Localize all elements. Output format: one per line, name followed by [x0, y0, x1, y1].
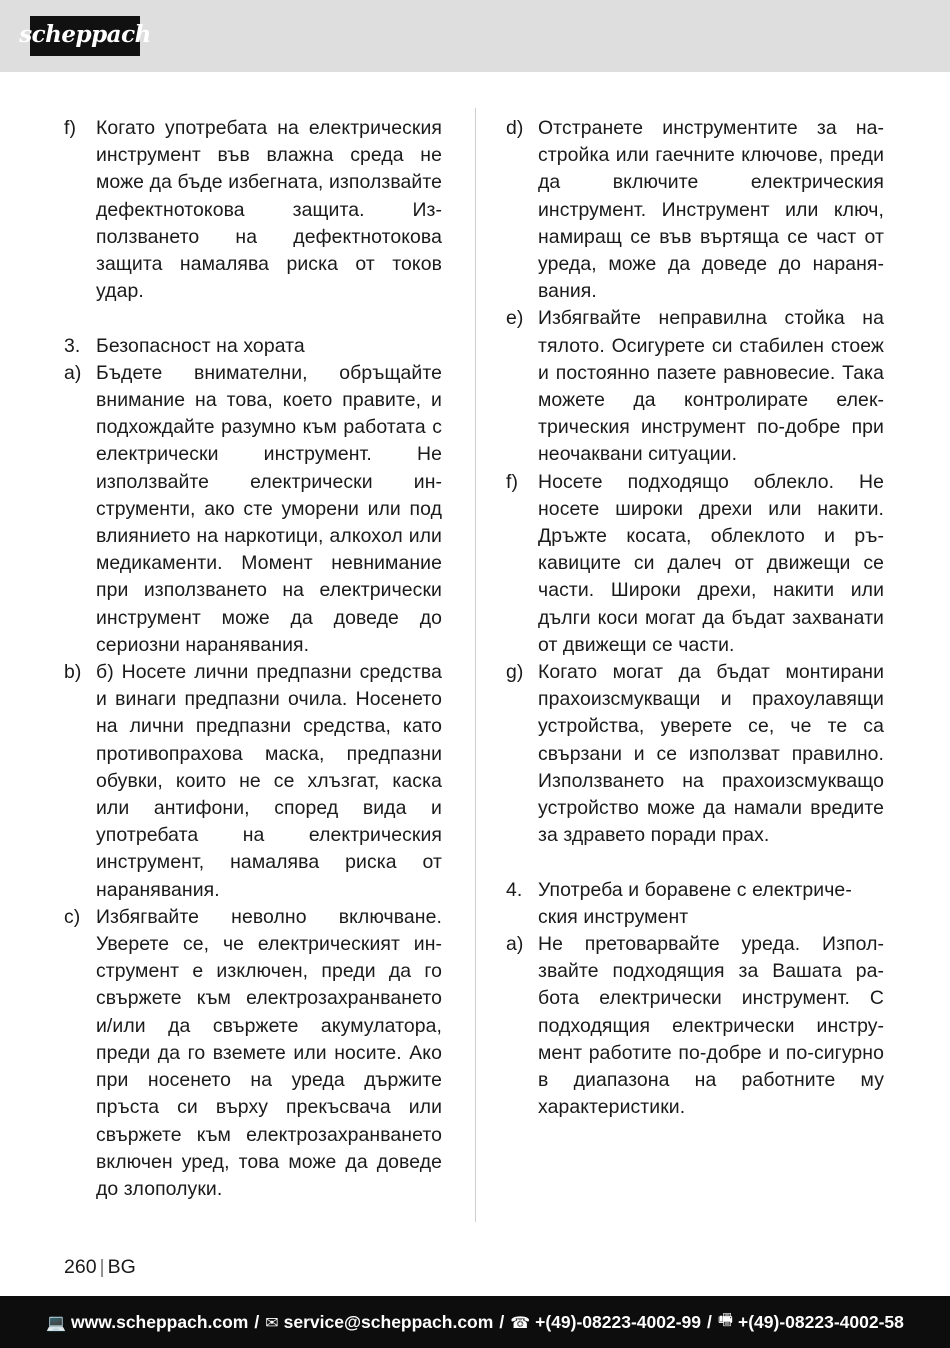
page-number	[64, 1254, 136, 1281]
section-number: 3.	[64, 334, 81, 357]
item-label: b)	[64, 661, 82, 684]
computer-icon: 💻	[46, 1312, 67, 1332]
left-column	[64, 115, 442, 1203]
item-label: c)	[64, 905, 81, 928]
item-label: f)	[64, 117, 77, 139]
footer-separator: /	[499, 1311, 505, 1332]
email-link[interactable]: service@scheppach.com	[283, 1311, 494, 1332]
item-label: e)	[506, 307, 524, 330]
item-text: Отстранете инструментите за настройка или гаечните ключове, преди да включите електрическия инструмент. Инструмент или ключ, намиращ се във въртяща се част от уреда, може да доведе до наранявания.	[538, 117, 884, 303]
list-item-c	[64, 904, 442, 1203]
list-item-d	[506, 115, 884, 305]
spacer	[64, 305, 442, 332]
item-label: f)	[506, 470, 519, 493]
list-item-e	[506, 305, 884, 468]
right-column	[506, 115, 884, 1122]
spacer	[506, 849, 884, 876]
page-separator: |	[99, 1256, 105, 1278]
item-label: a)	[506, 933, 524, 956]
fax-icon: 🖷	[717, 1309, 733, 1329]
item-label: d)	[506, 117, 524, 139]
fax-number: +(49)-08223-4002-58	[738, 1311, 904, 1332]
list-item-b	[64, 659, 442, 904]
item-text: Когато употребата на електрическия инструмент във влажна среда не може да бъде избегната, използвайте дефектнотокова защита. Използването на дефектнотокова защита намалява риска от токов удар.	[96, 117, 442, 303]
footer-separator: /	[707, 1311, 712, 1332]
section-title: Безопасност на хората	[96, 334, 305, 357]
phone-number: +(49)-08223-4002-99	[535, 1311, 702, 1332]
list-item-f	[506, 469, 884, 659]
item-text: б) Носете лични предпазни средства и винаги предпазни очила. Носенето на лични предпазни средства, като противопрахова маска, предпазни обувки, които не се хлъзгат, каска или антифони, според вида и употребата на електрическия инструмент, намалява риска от наранявания.	[96, 661, 442, 901]
page-number-value: 260	[64, 1256, 97, 1278]
section-heading-4	[506, 877, 884, 931]
language-code: BG	[107, 1256, 136, 1278]
footer-separator: /	[254, 1311, 260, 1332]
item-label: g)	[506, 661, 524, 684]
header-band	[0, 0, 950, 72]
website-link[interactable]: www.scheppach.com	[71, 1311, 249, 1332]
list-item-g	[506, 659, 884, 849]
section-number: 4.	[506, 878, 523, 901]
list-item-a	[506, 931, 884, 1121]
item-text: Когато могат да бъдат монтирани прахоизсмукващи и прахоулавящи устройства, уверете се, че те са свързани и се използват правилно. Използването на прахоизсмукващо устройство може да намали вредите за здравето поради прах.	[538, 661, 884, 847]
footer-contact-bar	[0, 1296, 950, 1348]
item-text: Не претоварвайте уреда. Използвайте подходящия за Вашата работа електрически инструмент. С подходящия електрически инструмент работите по-добре и по-сигурно в диапазона на работните му характеристики.	[538, 933, 884, 1119]
section-heading-3	[64, 333, 442, 360]
item-text: Избягвайте неправилна стойка на тялото. Осигурете си стабилен стоеж и постоянно пазете равновесие. Така можете да контролирате електрическия инструмент по-добре при неочаквани ситуации.	[538, 307, 884, 466]
scheppach-logo: scheppach	[30, 16, 140, 56]
item-text: Бъдете внимателни, обръщайте внимание на това, което правите, и подхождайте разумно към работата с електрически инструмент. Не използвайте електрически инструменти, ако сте уморени или под влиянието на наркотици, алкохол или медикаменти. Момент невнимание при използването на електрически инструмент може да доведе до сериозни наранявания.	[96, 361, 442, 656]
column-divider	[475, 108, 476, 1222]
email-icon: ✉	[265, 1312, 279, 1332]
list-item-a	[64, 360, 442, 659]
list-item-f	[64, 115, 442, 305]
item-label: a)	[64, 361, 82, 384]
section-title: Употреба и боравене с електрическия инструмент	[538, 878, 852, 928]
item-text: Избягвайте неволно включване. Уверете се, че електрическият инструмент е изключен, преди да го свържете към електрозахранването и/или да свържете акумулатора, преди да го вземете или носите. Ако при носенето на уреда държите пръста си върху прекъсвача или свържете към електрозахранването включен уред, това може да доведе до злополуки.	[96, 905, 442, 1200]
item-text: Носете подходящо облекло. Не носете широки дрехи или накити. Дръжте косата, облеклото и ръкавиците си далеч от движещи се части. Широки дрехи, накити или дълги коси могат да бъдат захванати от движещи се части.	[538, 470, 884, 656]
phone-icon: ☎	[510, 1312, 531, 1332]
